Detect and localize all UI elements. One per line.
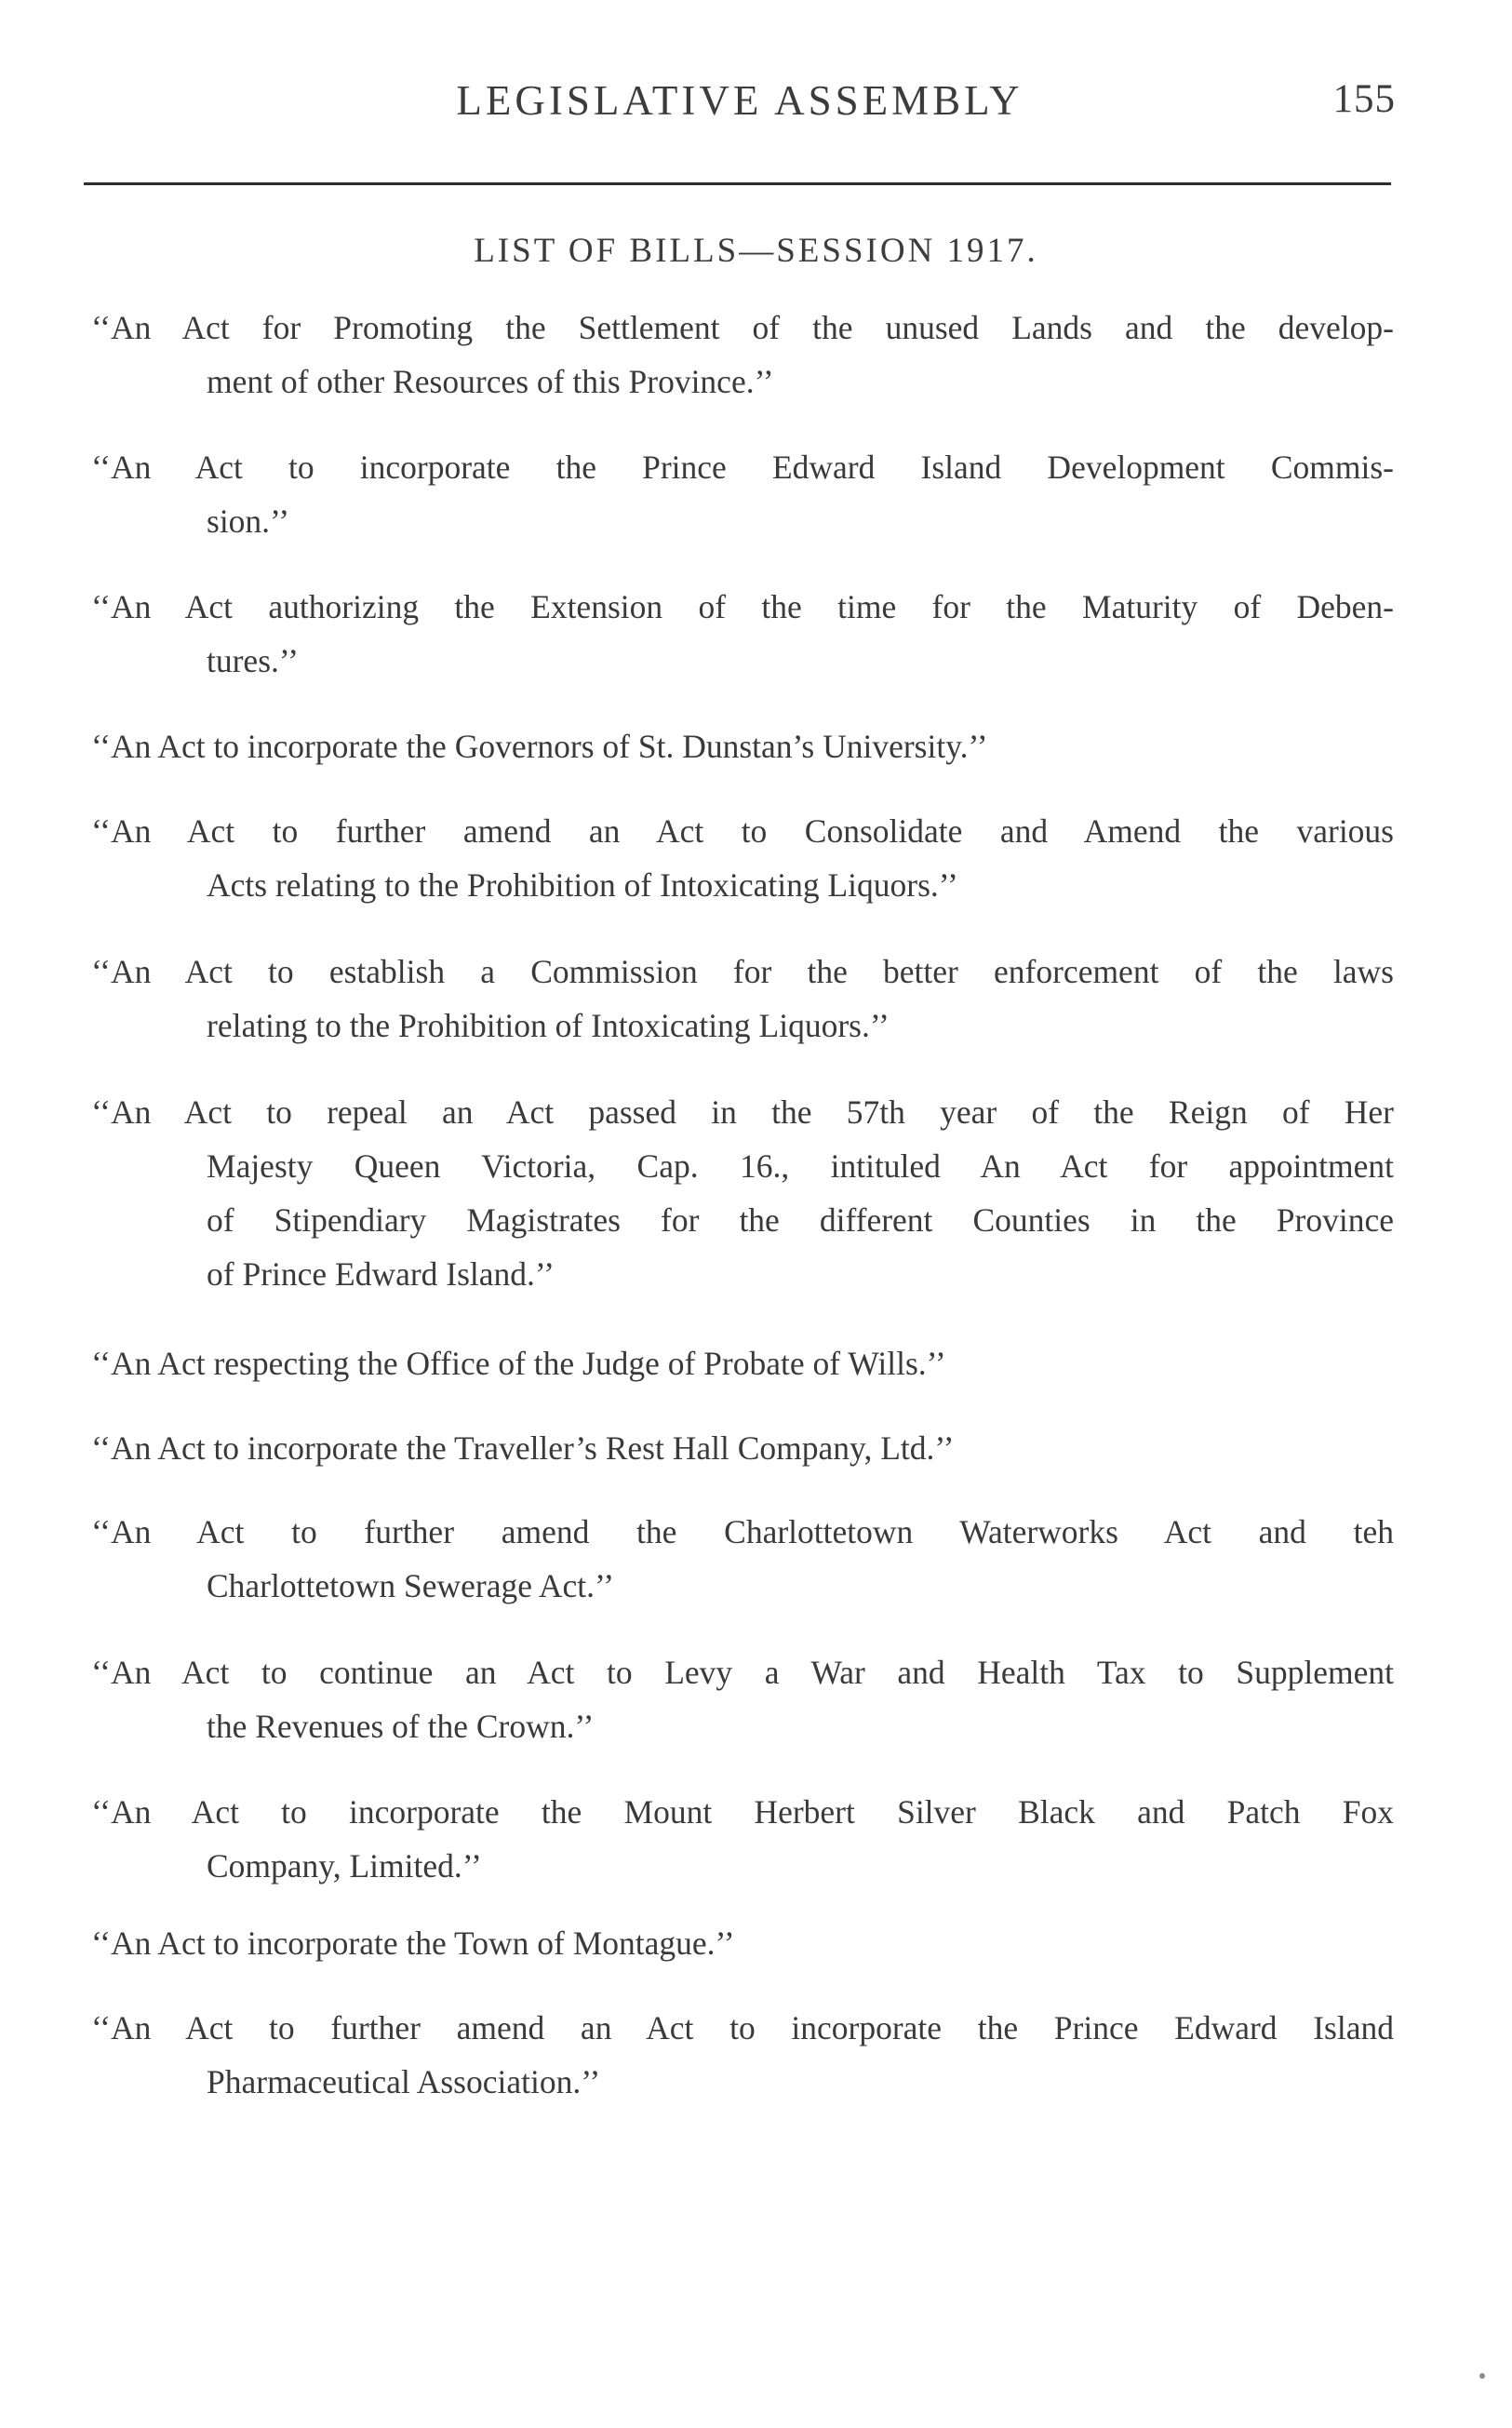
bill-entry [91, 1645, 1394, 1753]
running-head [84, 76, 1396, 132]
bill-line: Company, Limited.’’ [207, 1847, 482, 1885]
bill-line: ment of other Resources of this Province.’’ [207, 363, 774, 400]
bill-entry [91, 301, 1394, 409]
list-title: LIST OF BILLS—SESSION 1917. [474, 232, 1038, 270]
bill-line: ‘‘An Act authorizing the Extension of the time for the Maturity of Deben- [91, 588, 1394, 625]
bill-entry [91, 1505, 1394, 1613]
header-rule [84, 182, 1391, 185]
bill-line: tures.’’ [207, 642, 299, 679]
running-title: LEGISLATIVE ASSEMBLY [456, 77, 1024, 124]
bill-entry [91, 1336, 1394, 1390]
bill-line: of Stipendiary Magistrates for the different Counties in the Province [207, 1201, 1394, 1239]
bill-entry [91, 2001, 1394, 2109]
bill-line: Majesty Queen Victoria, Cap. 16., intituled An Act for appointment [207, 1147, 1394, 1185]
bill-line: ‘‘An Act to incorporate the Mount Herbert Silver Black and Patch Fox [91, 1793, 1394, 1831]
bill-line: ‘‘An Act to further amend an Act to Consolidate and Amend the various [91, 812, 1394, 850]
bill-entry [91, 719, 1394, 773]
bill-line: of Prince Edward Island.’’ [207, 1255, 555, 1293]
bill-line: ‘‘An Act to incorporate the Prince Edward Island Development Commis- [91, 449, 1394, 486]
bill-entry [91, 580, 1394, 688]
scan-speck [1479, 2373, 1485, 2379]
bill-entry [91, 1785, 1394, 1893]
bill-line: the Revenues of the Crown.’’ [207, 1708, 595, 1745]
bill-line: ‘‘An Act to continue an Act to Levy a War and Health Tax to Supplement [91, 1654, 1394, 1691]
bill-line: Acts relating to the Prohibition of Intoxicating Liquors.’’ [207, 866, 958, 904]
bill-line: ‘‘An Act respecting the Office of the Judge of Probate of Wills.’’ [91, 1345, 946, 1382]
bill-line: relating to the Prohibition of Intoxicating Liquors.’’ [207, 1007, 890, 1044]
bill-line: ‘‘An Act to further amend the Charlottetown Waterworks Act and teh [91, 1513, 1394, 1550]
bill-line: Charlottetown Sewerage Act.’’ [207, 1567, 615, 1604]
bill-line: ‘‘An Act to incorporate the Town of Montague.’’ [91, 1925, 735, 1962]
bill-entry [91, 1085, 1394, 1301]
bill-line: ‘‘An Act to incorporate the Governors of St. Dunstan’s University.’’ [91, 728, 988, 765]
bill-line: ‘‘An Act for Promoting the Settlement of the unused Lands and the develop- [91, 309, 1394, 346]
bill-line: sion.’’ [207, 503, 290, 540]
bill-entry [91, 804, 1394, 912]
bill-line: ‘‘An Act to establish a Commission for the better enforcement of the laws [91, 953, 1394, 990]
bill-entry [91, 945, 1394, 1053]
page-number: 155 [1332, 77, 1396, 121]
bill-entry [91, 440, 1394, 548]
bill-line: ‘‘An Act to incorporate the Traveller’s Rest Hall Company, Ltd.’’ [91, 1429, 955, 1467]
bill-line: ‘‘An Act to repeal an Act passed in the 57th year of the Reign of Her [91, 1093, 1394, 1131]
bill-line: ‘‘An Act to further amend an Act to incorporate the Prince Edward Island [91, 2009, 1394, 2046]
bill-entry [91, 1916, 1394, 1970]
bill-line: Pharmaceutical Association.’’ [207, 2063, 601, 2100]
bill-entry [91, 1421, 1394, 1475]
